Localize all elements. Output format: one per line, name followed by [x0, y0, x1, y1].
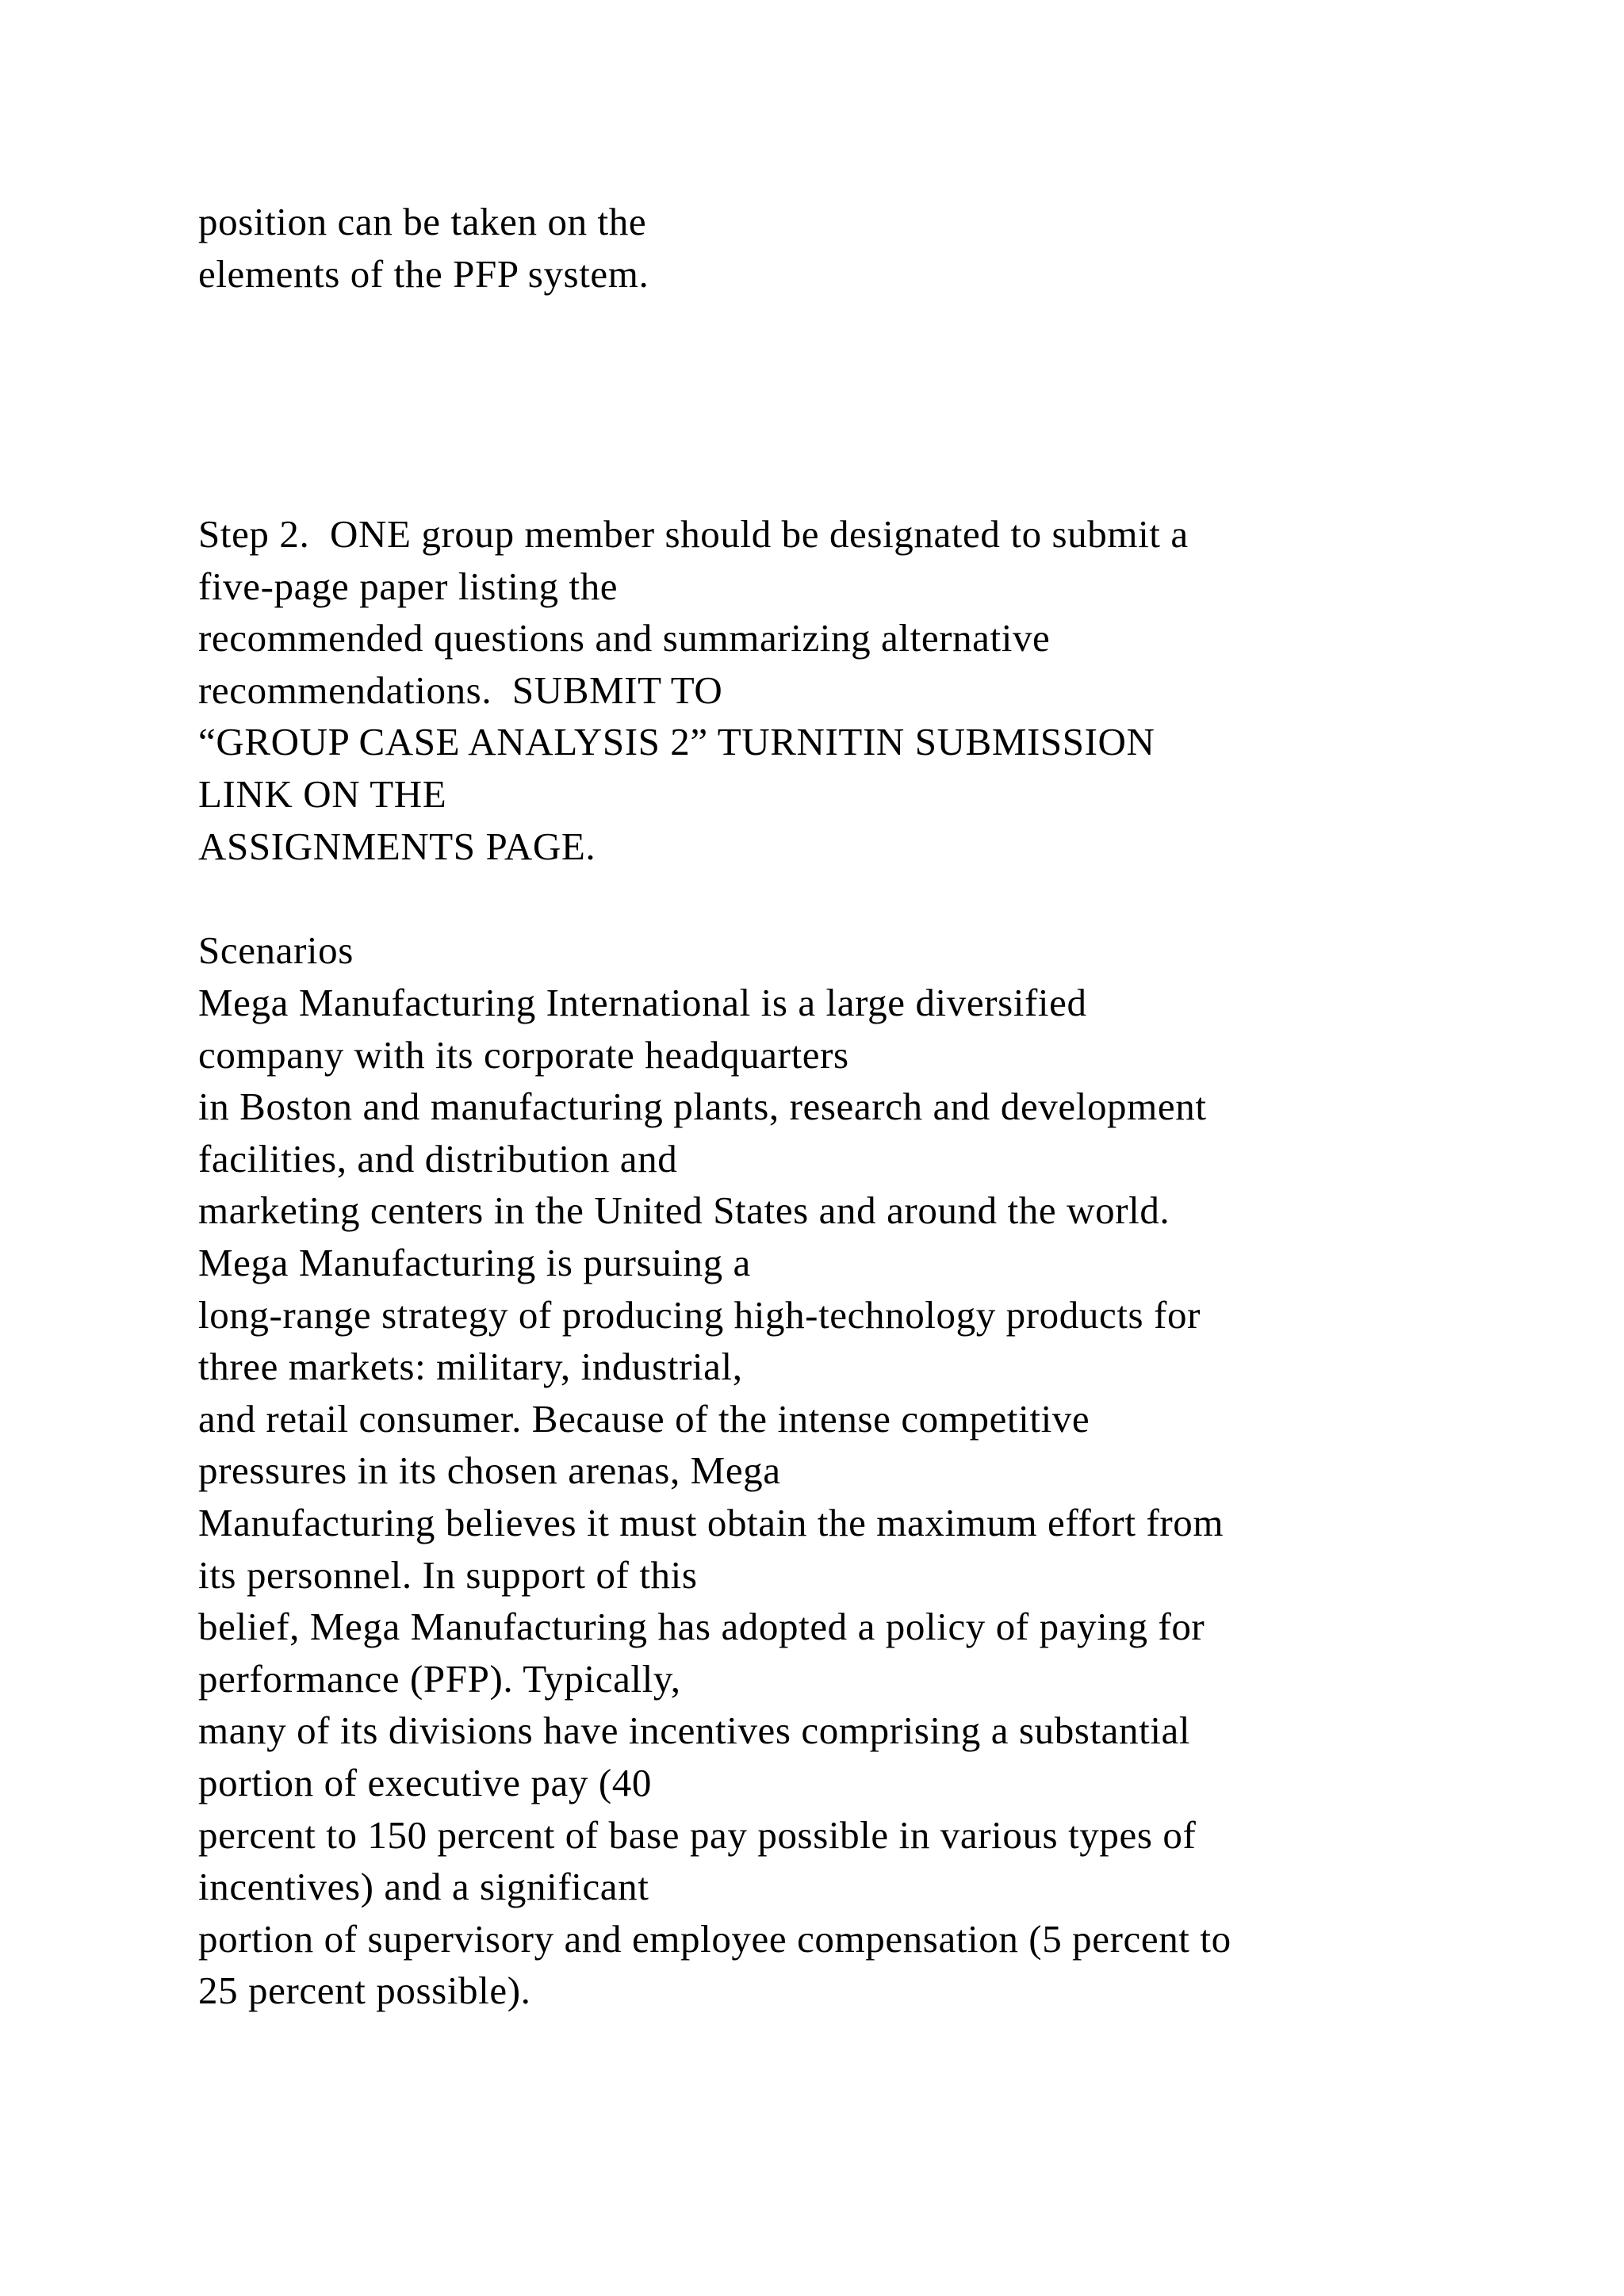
scenario-line: Manufacturing believes it must obtain the maximum effort from: [198, 1500, 1224, 1544]
scenario-line: facilities, and distribution and: [198, 1136, 678, 1181]
step-2-line: five-page paper listing the: [198, 564, 619, 608]
scenario-line: and retail consumer. Because of the intense competitive: [198, 1396, 1090, 1441]
scenario-line: pressures in its chosen arenas, Mega: [198, 1448, 781, 1493]
scenario-line: performance (PFP). Typically,: [198, 1656, 681, 1701]
scenario-line: belief, Mega Manufacturing has adopted a policy of paying for: [198, 1605, 1205, 1649]
step-2-line: recommended questions and summarizing alternative: [198, 616, 1051, 660]
scenario-line: marketing centers in the United States and around the world.: [198, 1188, 1170, 1233]
scenario-line: three markets: military, industrial,: [198, 1345, 743, 1389]
scenario-line: 25 percent possible).: [198, 1969, 531, 2013]
scenarios-heading-block: [198, 924, 1546, 977]
scenario-line: incentives) and a significant: [198, 1865, 649, 1909]
scenario-line: portion of supervisory and employee compensation (5 percent to: [198, 1916, 1231, 1961]
scenario-line: percent to 150 percent of base pay possible in various types of: [198, 1812, 1197, 1857]
step-2-line: recommendations. SUBMIT TO: [198, 668, 723, 712]
step-2-line: Step 2. ONE group member should be designated to submit a: [198, 512, 1189, 556]
scenario-line: company with its corporate headquarters: [198, 1032, 849, 1077]
step-2-line: ASSIGNMENTS PAGE.: [198, 824, 596, 868]
intro-paragraph: [198, 196, 1546, 300]
scenario-paragraph: [198, 977, 1546, 2017]
step-2-line: “GROUP CASE ANALYSIS 2” TURNITIN SUBMISSION: [198, 720, 1155, 764]
scenario-line: long-range strategy of producing high-technology products for: [198, 1292, 1201, 1337]
scenario-line: many of its divisions have incentives comprising a substantial: [198, 1709, 1191, 1753]
step-2-paragraph: [198, 508, 1546, 872]
scenarios-heading: Scenarios: [198, 928, 354, 972]
scenario-line: Mega Manufacturing International is a large diversified: [198, 981, 1087, 1024]
scenario-line: Mega Manufacturing is pursuing a: [198, 1240, 751, 1284]
scenario-line: portion of executive pay (40: [198, 1760, 652, 1804]
intro-line: position can be taken on the: [198, 200, 647, 243]
intro-line: elements of the PFP system.: [198, 251, 649, 296]
step-2-line: LINK ON THE: [198, 771, 447, 816]
scenario-line: in Boston and manufacturing plants, research and development: [198, 1085, 1207, 1129]
scenario-line: its personnel. In support of this: [198, 1552, 698, 1597]
